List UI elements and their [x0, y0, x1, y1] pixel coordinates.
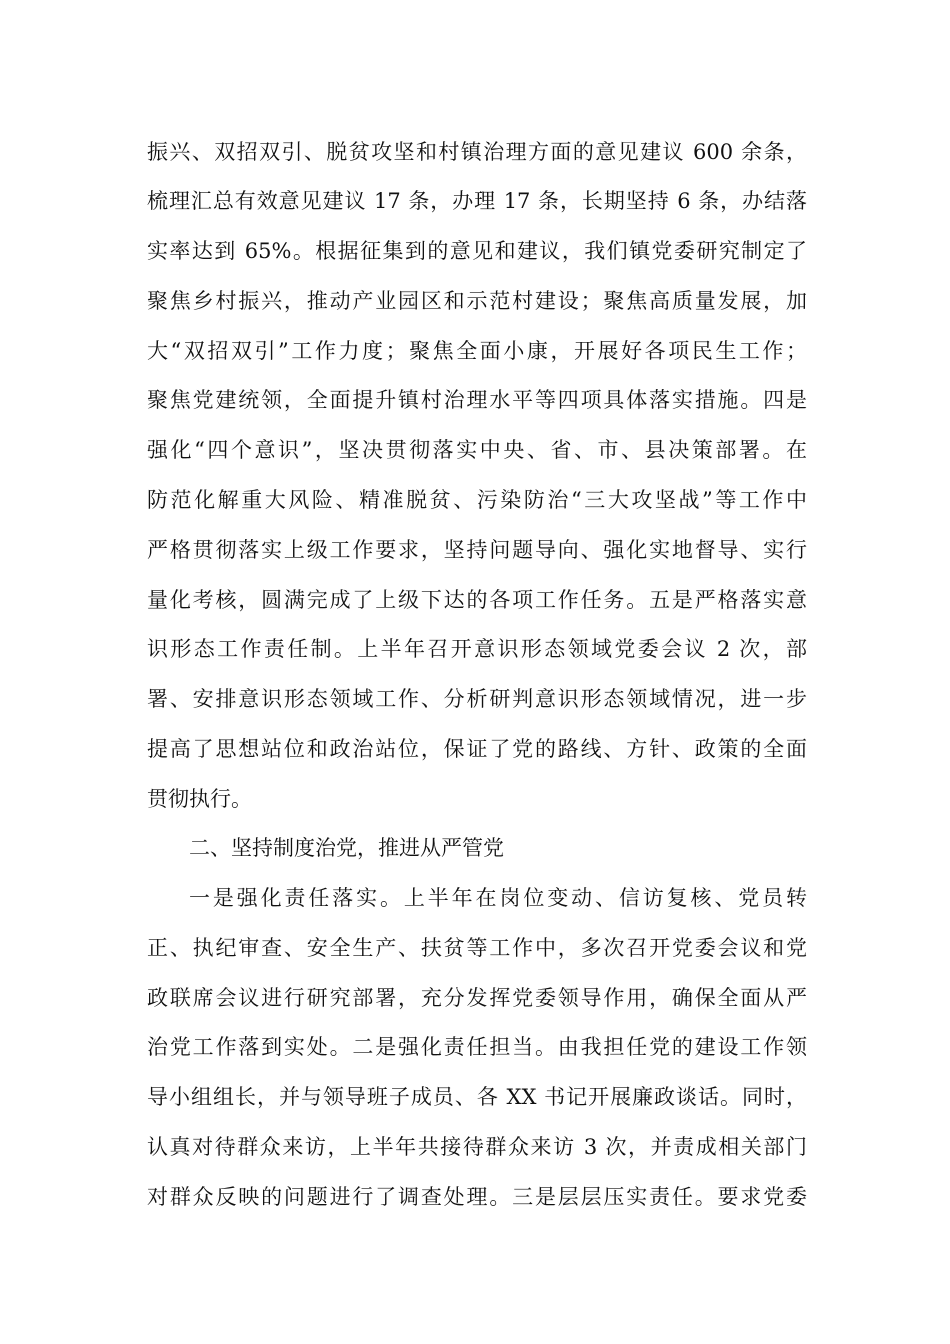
body-line: 署、安排意识形态领域工作、分析研判意识形态领域情况，进一步 [147, 687, 807, 711]
body-line: 量化考核，圆满完成了上级下达的各项工作任务。五是严格落实意 [147, 588, 807, 612]
body-line: 实率达到 65%。根据征集到的意见和建议，我们镇党委研究制定了 [147, 239, 807, 263]
body-line: 大“双招双引”工作力度；聚焦全面小康，开展好各项民生工作； [147, 339, 807, 363]
body-line: 梳理汇总有效意见建议 17 条，办理 17 条，长期坚持 6 条，办结落 [147, 189, 807, 213]
body-line: 聚焦乡村振兴，推动产业园区和示范村建设；聚焦高质量发展，加 [147, 289, 807, 313]
body-line: 贯彻执行。 [147, 787, 252, 811]
body-line: 认真对待群众来访，上半年共接待群众来访 3 次，并责成相关部门 [147, 1135, 807, 1159]
body-line: 提高了思想站位和政治站位，保证了党的路线、方针、政策的全面 [147, 737, 807, 761]
section-heading: 二、坚持制度治党，推进从严管党 [189, 836, 504, 860]
body-line: 治党工作落到实处。二是强化责任担当。由我担任党的建设工作领 [147, 1035, 807, 1059]
body-line: 严格贯彻落实上级工作要求，坚持问题导向、强化实地督导、实行 [147, 538, 807, 562]
body-line: 识形态工作责任制。上半年召开意识形态领域党委会议 2 次，部 [147, 637, 807, 661]
body-line: 一是强化责任落实。上半年在岗位变动、信访复核、党员转 [189, 886, 807, 910]
body-line: 强化“四个意识”，坚决贯彻落实中央、省、市、县决策部署。在 [147, 438, 807, 462]
body-line: 振兴、双招双引、脱贫攻坚和村镇治理方面的意见建议 600 余条， [147, 140, 807, 164]
body-line: 对群众反映的问题进行了调查处理。三是层层压实责任。要求党委 [147, 1185, 807, 1209]
body-line: 聚焦党建统领，全面提升镇村治理水平等四项具体落实措施。四是 [147, 388, 807, 412]
body-line: 政联席会议进行研究部署，充分发挥党委领导作用，确保全面从严 [147, 986, 807, 1010]
body-line: 防范化解重大风险、精准脱贫、污染防治“三大攻坚战”等工作中 [147, 488, 807, 512]
body-line: 正、执纪审查、安全生产、扶贫等工作中，多次召开党委会议和党 [147, 936, 807, 960]
body-line: 导小组组长，并与领导班子成员、各 XX 书记开展廉政谈话。同时， [147, 1085, 807, 1109]
